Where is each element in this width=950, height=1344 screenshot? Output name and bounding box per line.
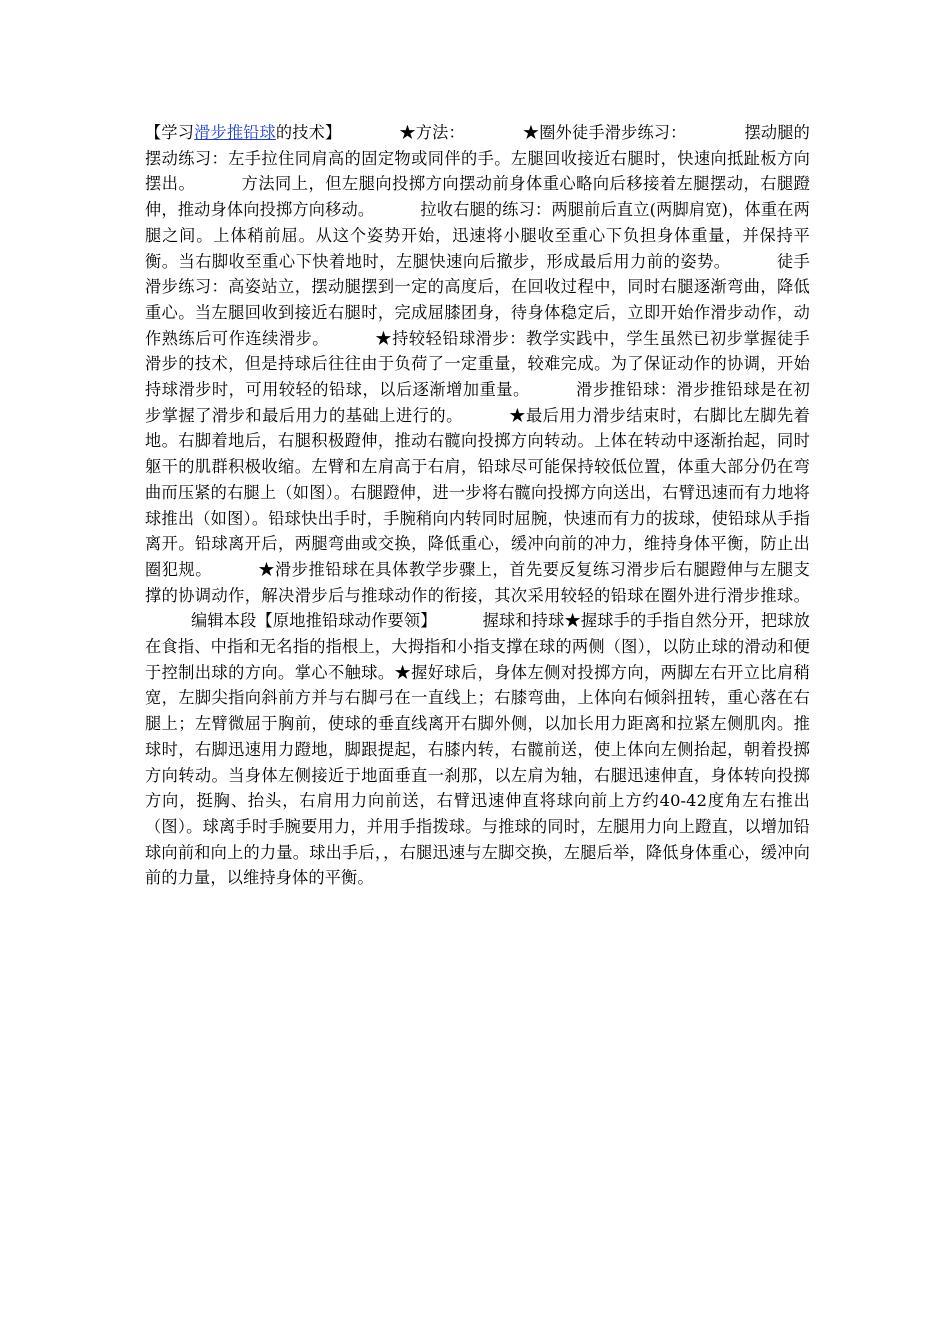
- segment-standing-put: 握球和持球★握球手的手指自然分开，把球放在食指、中指和无名指的指根上，大拇指和小指支撑在球的两侧（图），以防止球的滑动和便于控制出球的方向。掌心不触球。★握好球后，身体左侧对投掷方向，两脚左右开立比肩稍宽，左脚尖指向斜前方并与右脚弓在一直线上；右膝弯曲，上体向右倾斜扭转，重心落在右腿上；左臂微屈于胸前，使球的垂直线离开右脚外侧，以加长用力距离和拉紧左侧肌肉。推球时，右脚迅速用力蹬地，脚跟提起，右膝内转，右髋前送，使上体向左侧抬起，朝着投掷方向转动。当身体左侧接近于地面垂直一刹那，以左肩为轴，右腿迅速伸直，身体转向投掷方向，挺胸、抬头，右肩用力向前送，右臂迅速伸直将球向前上方约40-42度角左右推出（图）。球离手时手腕要用力，并用手指拨球。与推球的同时，左腿用力向上蹬直，以增加铅球向前和向上的力量。球出手后，，右腿迅速与左脚交换，左腿后举，降低身体重心，缓冲向前的力量，以维持身体的平衡。: [145, 611, 811, 888]
- segment-same-method: 方法同上，但左腿向投掷方向摆动前身体重心略向后移接着左腿摆动，右腿蹬伸，推动身体向投掷方向移动。: [145, 174, 810, 220]
- segment-teaching-steps: ★滑步推铅球在具体教学步骤上，首先要反复练习滑步后右腿蹬伸与左腿支撑的协调动作，解决滑步后与推球动作的衔接，其次采用较轻的铅球在圈外进行滑步推球。: [145, 559, 810, 605]
- segment-right-leg: 拉收右腿的练习：两腿前后直立(两脚肩宽)，体重在两腿之间。上体稍前屈。从这个姿势开始，迅速将小腿收至重心下负担身体重量，并保持平衡。当右脚收至重心下快着地时，左腿快速向后撤步，形成最后用力前的姿势。: [145, 200, 810, 271]
- topic-link[interactable]: 滑步推铅球: [194, 123, 276, 142]
- edit-section-heading[interactable]: 编辑本段【原地推铅球动作要领】: [191, 611, 437, 631]
- title-open: 【学习: [145, 123, 195, 142]
- segment-light-shot: ★持较轻铅球滑步：教学实践中，学生虽然已初步掌握徒手滑步的技术，但是持球后往往由于负荷了一定重量，较难完成。为了保证动作的协调，开始持球滑步时，可用较轻的铅球，以后逐渐增加重量。: [145, 328, 810, 400]
- title-close: 的技术】: [275, 123, 342, 142]
- segment-final-force: ★最后用力滑步结束时，右脚比左脚先着地。右脚着地后，右腿积极蹬伸，推动右髋向投掷方向转动。上体在转动中逐渐抬起，同时躯干的肌群积极收缩。左臂和左肩高于右肩，铅球尽可能保持较低位置，体重大部分仍在弯曲而压紧的右腿上（如图）。右腿蹬伸，进一步将右髋向投掷方向送出，右臂迅速而有力地将球推出（如图）。铅球快出手时，手腕稍向内转同时屈腕，快速而有力的拔球，使铅球从手指离开。铅球离开后，两腿弯曲或交换，降低重心，缓冲向前的冲力，维持身体平衡，防止出圈犯规。: [145, 405, 810, 579]
- segment-drill-heading: ★圈外徒手滑步练习：: [522, 123, 687, 142]
- segment-glide-put: 滑步推铅球：滑步推铅球是在初步掌握了滑步和最后用力的基础上进行的。: [145, 380, 810, 425]
- segment-bare-glide: 徒手滑步练习：高姿站立，摆动腿摆到一定的高度后，在回收过程中，同时右腿逐渐弯曲，降低重心。当左腿回收到接近右腿时，完成屈膝团身，待身体稳定后，立即开始作滑步动作，动作熟练后可作连续滑步。: [145, 251, 810, 348]
- segment-swing-leg: 摆动腿的摆动练习：左手拉住同肩高的固定物或同伴的手。左腿回收接近右腿时，快速向抵趾板方向摆出。: [145, 123, 811, 194]
- segment-method: ★方法：: [399, 123, 465, 142]
- article-body: [145, 120, 810, 891]
